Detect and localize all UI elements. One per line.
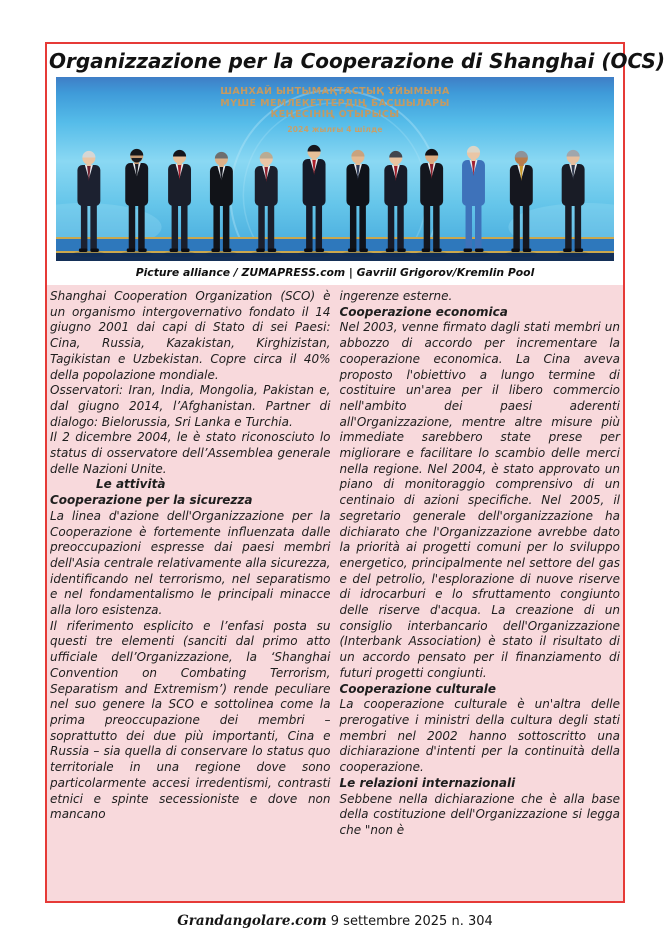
- article-paragraph: Il 2 dicembre 2004, le è stato riconosciuto lo status di osservatore dell’Assemblea generale delle Nazioni Unite.: [50, 430, 331, 476]
- article-paragraph: ingerenze esterne.: [339, 289, 453, 303]
- issue-info: 9 settembre 2025 n. 304: [326, 914, 493, 929]
- photo-caption: Picture alliance / ZUMAPRESS.com | Gavriil Grigorov/Kremlin Pool: [135, 266, 535, 279]
- banner-date: 2024 жылғы 4 шілде: [287, 124, 383, 134]
- article-paragraph: Il riferimento esplicito e l’enfasi posta su questi tre elementi (sanciti dal primo atto ufficiale dell’Organizzazione, la ‘Shanghai Convention on Combating Terrorism, Separatism and Extremism’) rende peculiare nel suo genere la SCO e sottolinea come la prima preoccupazione dei membri – soprattutto dei due più importanti, Cina e Russia – sia quella di conservare lo status quo territoriale in una regione dove sono particolarmente accesi irredentismi, contrasti etnici e spinte secessioniste e dove non mancano: [50, 618, 331, 822]
- article-paragraph: Sebbene nella dichiarazione che è alla base della costituzione dell'Organizzazione si legga che "non è: [339, 791, 620, 837]
- article-paragraph: Nel 2003, venne firmato dagli stati membri un abbozzo di accordo per incrementare la cooperazione economica. La Cina aveva proposto l'obiettivo a lungo termine di costituire un'area per il libero commercio nell'ambito dei paesi aderenti all'Organizzazione, mentre altre misure più immediate sarebbero state prese per migliorare e facilitare lo scambio delle merci nella regione. Nel 2004, è stato approvato un piano di monitoraggio comprensivo di un centinaio di azioni specifiche. Nel 2005, il segretario generale dell'organizzazione ha dichiarato che l'Organizzazione avrebbe dato la priorità ai progetti comuni per lo sviluppo energetico, principalmente nel settore del gas e del petrolio, l'esplorazione di nuove riserve di idrocarburi e lo sfruttamento congiunto delle riserve d'acqua. La creazione di un consiglio interbancario dell'Organizzazione (Interbank Association) è stato il risultato di un accordo pensato per il finanziamento di futuri progetti congiunti.: [339, 320, 620, 680]
- section-heading: Cooperazione per la sicurezza: [50, 493, 253, 508]
- page-title: Organizzazione per la Cooperazione di Shanghai (OCS): [49, 49, 666, 73]
- section-heading: Cooperazione economica: [339, 304, 508, 319]
- summit-photo: [56, 77, 614, 261]
- article-paragraph: Shanghai Cooperation Organization (SCO) è un organismo intergovernativo fondato il 14 giugno 2001 dai capi di Stato di sei Paesi: Cina, Russia, Kazakistan, Kirghizistan, Tagikistan e Uzbekistan. Copre circa il 40% della popolazione mondiale.: [50, 289, 331, 382]
- content-frame: [45, 42, 666, 903]
- article-body: [47, 285, 623, 901]
- banner-line: ШАНХАЙ ЫНТЫМАҚТАСТЫҚ ҰЙЫМЫНА: [220, 86, 450, 97]
- article-column-right: [340, 289, 621, 897]
- site-name: Grandangolare.com: [177, 913, 327, 929]
- page-footer: [0, 913, 670, 929]
- article-paragraph: Osservatori: Iran, India, Mongolia, Pakistan e, dal giugno 2014, l’Afghanistan. Partner di dialogo: Bielorussia, Sri Lanka e Turchia.: [50, 383, 331, 429]
- banner-line: КЕҢЕСІНІҢ ОТЫРЫСЫ: [270, 109, 400, 120]
- article-paragraph: La linea d'azione dell'Organizzazione per la Cooperazione è fortemente influenzata dalle preoccupazioni espresse dai paesi membri dell'Asia centrale relativamente alla sicurezza, identificando nel terrorismo, nel separatismo e nel fondamentalismo le principali minacce alla loro esistenza.: [50, 508, 331, 618]
- photo-banner-text: [56, 86, 614, 135]
- article-paragraph: La cooperazione culturale è un'altra delle prerogative i ministri della cultura degli stati membri nel 2002 hanno sottoscritto una dichiarazione d'intenti per la continuità della cooperazione.: [339, 697, 620, 775]
- section-heading: Le relazioni internazionali: [339, 775, 516, 790]
- banner-line: МҮШЕ МЕМЛЕКЕТТЕРДІҢ БАСШЫЛАРЫ: [220, 97, 450, 109]
- article-column-left: [50, 289, 331, 897]
- section-heading: Le attività: [96, 477, 166, 492]
- section-heading: Cooperazione culturale: [339, 681, 497, 696]
